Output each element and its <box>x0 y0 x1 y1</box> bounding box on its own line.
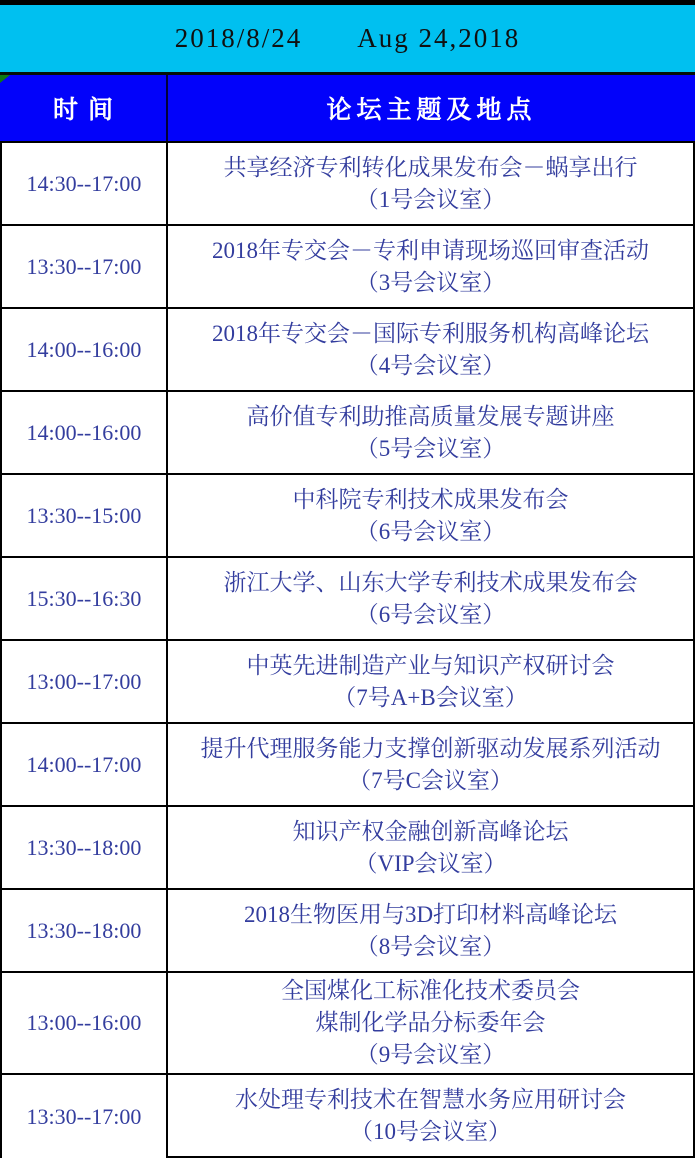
topic-line: 2018年专交会－国际专利服务机构高峰论坛 <box>212 320 649 346</box>
table-row <box>2 724 693 807</box>
topic-cell <box>168 309 693 390</box>
table-row <box>2 890 693 973</box>
topic-cell <box>168 392 693 473</box>
topic-line: 全国煤化工标准化技术委员会 <box>281 978 580 1003</box>
time-cell: 13:30--17:00 <box>2 226 168 307</box>
time-cell: 14:00--17:00 <box>2 724 168 805</box>
time-cell: 14:00--16:00 <box>2 392 168 473</box>
topic-cell <box>168 475 693 556</box>
time-cell: 13:00--17:00 <box>2 641 168 722</box>
topic-cell <box>168 973 693 1073</box>
topic-line: （4号会议室） <box>355 352 506 378</box>
time-cell: 13:30--18:00 <box>2 807 168 888</box>
time-cell: 13:30--18:00 <box>2 890 168 971</box>
time-cell: 13:30--15:00 <box>2 475 168 556</box>
topic-cell <box>168 724 693 805</box>
topic-cell <box>168 807 693 888</box>
topic-cell <box>168 558 693 639</box>
date-numeric: 2018/8/24 <box>174 23 303 53</box>
time-cell: 14:00--16:00 <box>2 309 168 390</box>
topic-cell <box>168 226 693 307</box>
topic-line: 高价值专利助推高质量发展专题讲座 <box>246 403 615 429</box>
time-cell: 15:30--16:30 <box>2 558 168 639</box>
topic-line: （5号会议室） <box>355 435 506 461</box>
table-row <box>2 1075 693 1158</box>
topic-line: 知识产权金融创新高峰论坛 <box>292 818 569 844</box>
topic-line: 中科院专利技术成果发布会 <box>292 486 569 512</box>
topic-cell <box>168 1075 693 1158</box>
time-cell: 14:30--17:00 <box>2 143 168 224</box>
topic-line: （3号会议室） <box>355 269 506 295</box>
topic-line: （9号会议室） <box>355 1042 506 1067</box>
topic-cell <box>168 641 693 722</box>
topic-line: 中英先进制造产业与知识产权研讨会 <box>246 652 615 678</box>
topic-line: （6号会议室） <box>355 601 506 627</box>
table-row <box>2 641 693 724</box>
topic-line: 提升代理服务能力支撑创新驱动发展系列活动 <box>200 735 661 761</box>
table-row <box>2 309 693 392</box>
topic-line: （VIP会议室） <box>354 850 507 876</box>
topic-line: 2018生物医用与3D打印材料高峰论坛 <box>243 901 618 927</box>
time-cell: 13:00--16:00 <box>2 973 168 1073</box>
topic-cell <box>168 890 693 971</box>
topic-line: 浙江大学、山东大学专利技术成果发布会 <box>223 569 638 595</box>
topic-line: （7号C会议室） <box>348 767 513 793</box>
topic-line: （6号会议室） <box>355 518 506 544</box>
table-row <box>2 475 693 558</box>
time-cell: 13:30--17:00 <box>2 1075 168 1158</box>
cell-corner-triangle-icon <box>0 75 10 83</box>
header-topic-cell: 论坛主题及地点 <box>326 97 537 124</box>
topic-line: （1号会议室） <box>355 186 506 212</box>
table-row <box>2 973 693 1075</box>
table-row <box>2 558 693 641</box>
topic-line: （8号会议室） <box>355 933 506 959</box>
date-english: Aug 24,2018 <box>357 23 521 53</box>
table-row <box>2 226 693 309</box>
topic-line: 水处理专利技术在智慧水务应用研讨会 <box>235 1086 626 1112</box>
table-header-row <box>0 75 695 143</box>
date-band <box>0 5 695 75</box>
table-row <box>2 807 693 890</box>
topic-line: 2018年专交会－专利申请现场巡回审查活动 <box>212 237 649 263</box>
schedule-rows <box>0 143 695 1158</box>
topic-line: （7号A+B会议室） <box>333 684 528 710</box>
topic-line: 煤制化学品分标委年会 <box>315 1010 546 1035</box>
header-time-cell: 时间 <box>0 75 168 141</box>
table-row <box>2 392 693 475</box>
topic-cell <box>168 143 693 224</box>
topic-line: 共享经济专利转化成果发布会－蜗享出行 <box>223 154 638 180</box>
topic-line: （10号会议室） <box>350 1118 511 1144</box>
table-row <box>2 143 693 226</box>
